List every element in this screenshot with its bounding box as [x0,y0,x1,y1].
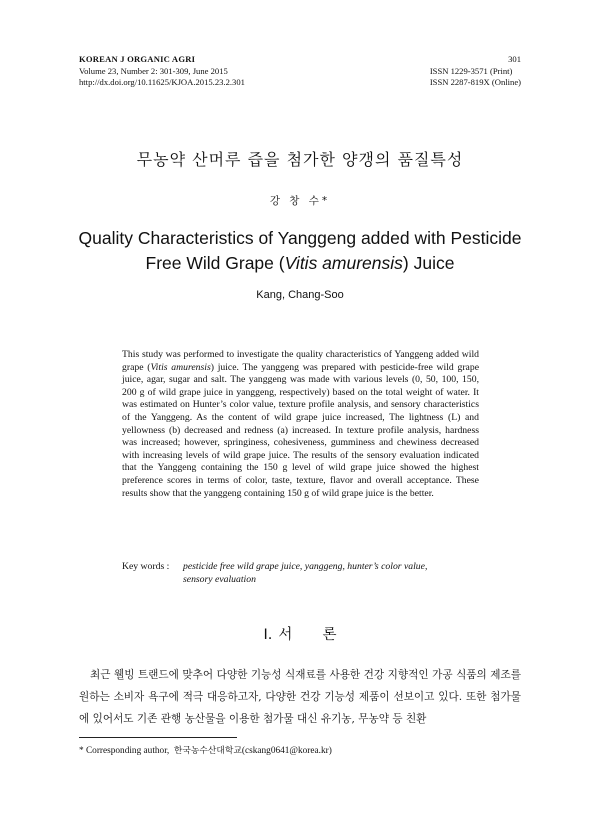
title-species: Vitis amurensis [284,253,403,273]
introduction-body [79,664,521,730]
section-number: Ⅰ. [263,627,273,643]
english-title-line1: Quality Characteristics of Yanggeng added with Pesticide [78,228,522,248]
footnote-affiliation: 한국농수산대학교 [173,746,242,756]
english-title [0,226,600,276]
section-heading [0,623,600,644]
keywords-line1: pesticide free wild grape juice, yanggeng, hunter’s color value, [183,561,428,572]
footnote-label: * Corresponding author, [79,746,170,756]
doi-link[interactable]: http://dx.doi.org/10.11625/KJOA.2015.23.2.301 [79,77,245,87]
footnote-email[interactable]: (cskang0641@korea.kr) [241,746,332,756]
running-header-right [430,54,521,89]
page-number: 301 [508,54,521,64]
korean-author: 강 창 수* [269,195,331,207]
issn-print: ISSN 1229-3571 (Print) [429,65,513,76]
title-line2-post: ) Juice [402,253,455,273]
keywords-line2: sensory evaluation [183,573,256,585]
footnote-divider [79,737,237,738]
introduction-paragraph: 최근 웰빙 트랜드에 맞추어 다양한 기능성 식재료를 사용한 건강 지향적인 가공 식품의 제조를 원하는 소비자 욕구에 적극 대응하고자, 다양한 건강 기능성 제품이 선보이고 있다. 또한 첨가물에 있어서도 기존 관행 농산물을 이용한 첨가물 대신 유기농, 무농약 등 친환 [79,669,521,725]
section-word1: 서 [278,627,293,643]
abstract-species: Vitis amurensis [150,361,211,373]
abstract-part2: ) juice. The yanggeng was prepared with pesticide-free wild grape juice, agar, sugar and salt. The yanggeng was made with various levels (0, 50, 100, 150, 200 g of wild grape juice in yanggeng, respectively) based on the total weight of water. It was estimated on Hunter’s color value, texture profile analysis, and sensory characteristics of the Yanggeng. As the content of wild grape juice increased, The lightness (L) and yellowness (b) decreased and redness (a) increased. In texture profile analysis, hardness was increased; however, springiness, cohesiveness, gumminess and chewiness decreased with increasing levels of wild grape juice. The results of the sensory evaluation indicated that the Yanggeng containing the 150 g level of wild grape juice showed the highest preference scores in terms of color, taste, texture, flavor and overall acceptance. These results show that the yanggeng containing 150 g of wild grape juice is the better. [122,361,479,499]
issn-online: ISSN 2287-819X (Online) [429,77,521,87]
abstract [122,349,479,500]
abstract-part1: This study was performed to investigate the quality characteristics of Yanggeng added wild grape ( [122,349,479,373]
running-header-left [79,54,245,89]
journal-name: KOREAN J ORGANIC AGRI [79,54,196,64]
section-word2: 론 [322,627,337,643]
title-line2-pre: Free Wild Grape ( [145,253,285,273]
korean-title: 무농약 산머루 즙을 첨가한 양갱의 품질특성 [136,150,464,169]
abstract-text [122,349,479,500]
keywords-label: Key words : [122,561,170,572]
english-author: Kang, Chang-Soo [256,289,344,301]
english-title-line2 [0,251,600,276]
keywords [122,561,479,586]
footnote [79,743,521,756]
volume-info: Volume 23, Number 2: 301-309, June 2015 [79,65,228,76]
